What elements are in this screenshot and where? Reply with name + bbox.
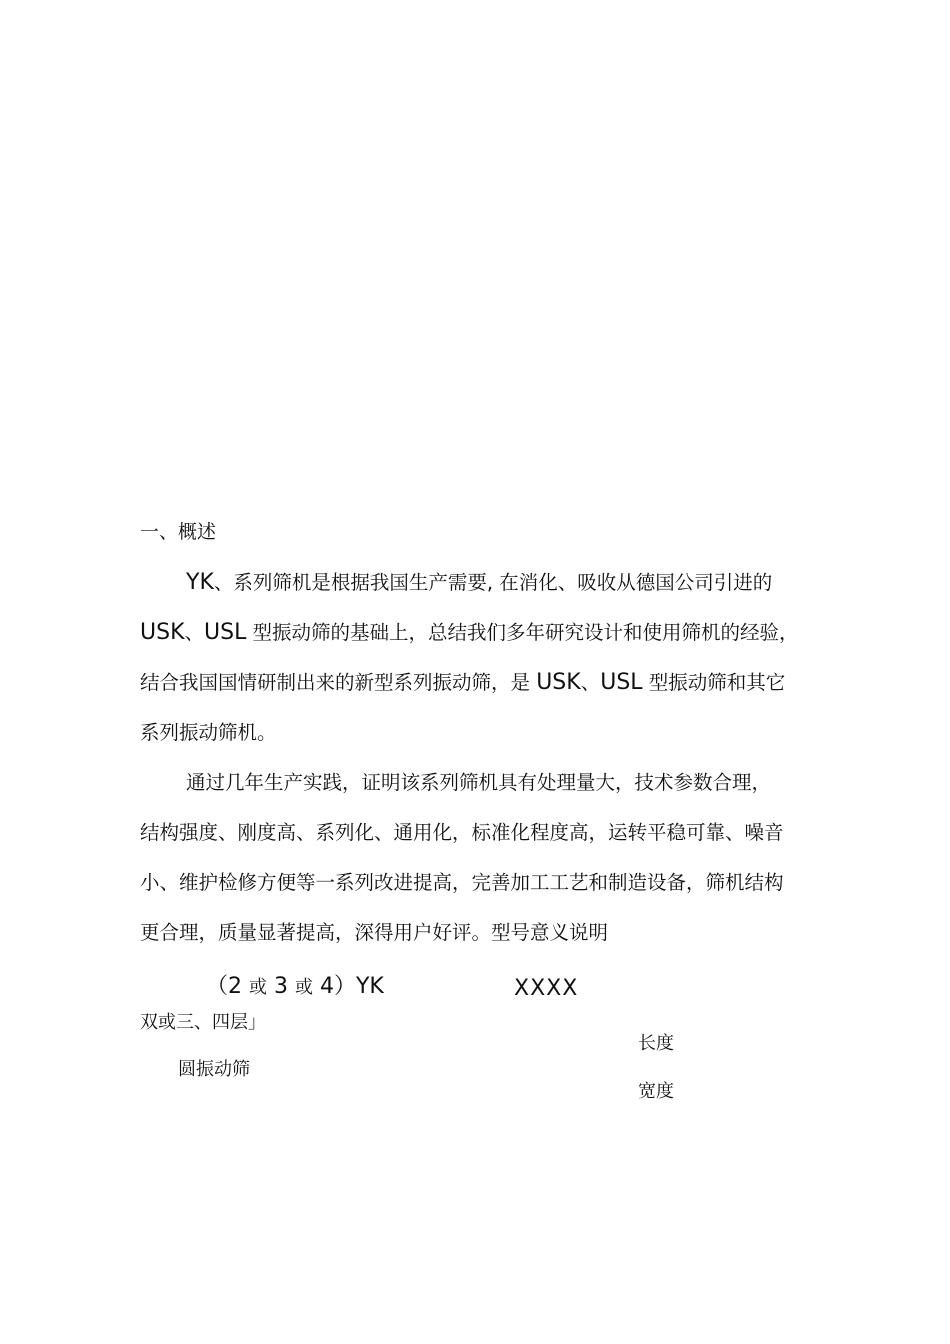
- separator: 、: [184, 621, 205, 644]
- paragraph-line: 小、维护检修方便等一系列改进提高，完善加工工艺和制造设备，筛机结构: [140, 871, 784, 894]
- model-part: 4）YK: [312, 974, 384, 999]
- paragraph-text: 型振动筛的基础上，总结我们多年研究设计和使用筛机的经验，: [246, 621, 799, 644]
- paragraph-line: 结构强度、刚度高、系列化、通用化，标准化程度高，运转平稳可靠、噪音: [140, 821, 784, 844]
- model-part: 或: [294, 977, 313, 998]
- paragraph-text: 、系列筛机是根据我国生产需要, 在消化、吸收从德国公司引进的: [213, 571, 773, 594]
- paragraph-text: 型振动筛和其它: [642, 671, 786, 694]
- model-code: USL: [204, 620, 247, 645]
- paragraph-line: [140, 618, 830, 668]
- sieve-type-label: 圆振动筛: [178, 1059, 250, 1080]
- model-code: USL: [600, 670, 643, 695]
- section-heading: 一、概述: [140, 521, 217, 543]
- separator: 、: [580, 671, 601, 694]
- model-part: （2: [206, 974, 249, 999]
- paragraph-line: 通过几年生产实践，证明该系列筛机具有处理量大，技术参数合理，: [186, 771, 772, 794]
- model-part: 3: [267, 974, 295, 999]
- model-designation-suffix: XXXX: [514, 976, 579, 1001]
- width-label: 宽度: [638, 1081, 674, 1102]
- paragraph-line: 系列振动筛机。: [140, 721, 277, 744]
- model-code: YK: [186, 570, 214, 595]
- practice-paragraph: [140, 768, 830, 968]
- paragraph-line: 更合理，质量显著提高，深得用户好评。型号意义说明: [140, 921, 609, 944]
- paragraph-line: [140, 668, 830, 718]
- model-code: USK: [140, 620, 185, 645]
- model-part: 或: [249, 977, 267, 998]
- paragraph-line: [140, 568, 830, 618]
- overview-paragraph: [140, 568, 830, 768]
- model-designation-prefix: [206, 972, 384, 1003]
- layers-label: 双或三、四层」: [140, 1012, 266, 1033]
- model-code: USK: [536, 670, 581, 695]
- length-label: 长度: [638, 1033, 674, 1054]
- paragraph-text: 结合我国国情研制出来的新型系列振动筛，是: [140, 671, 537, 694]
